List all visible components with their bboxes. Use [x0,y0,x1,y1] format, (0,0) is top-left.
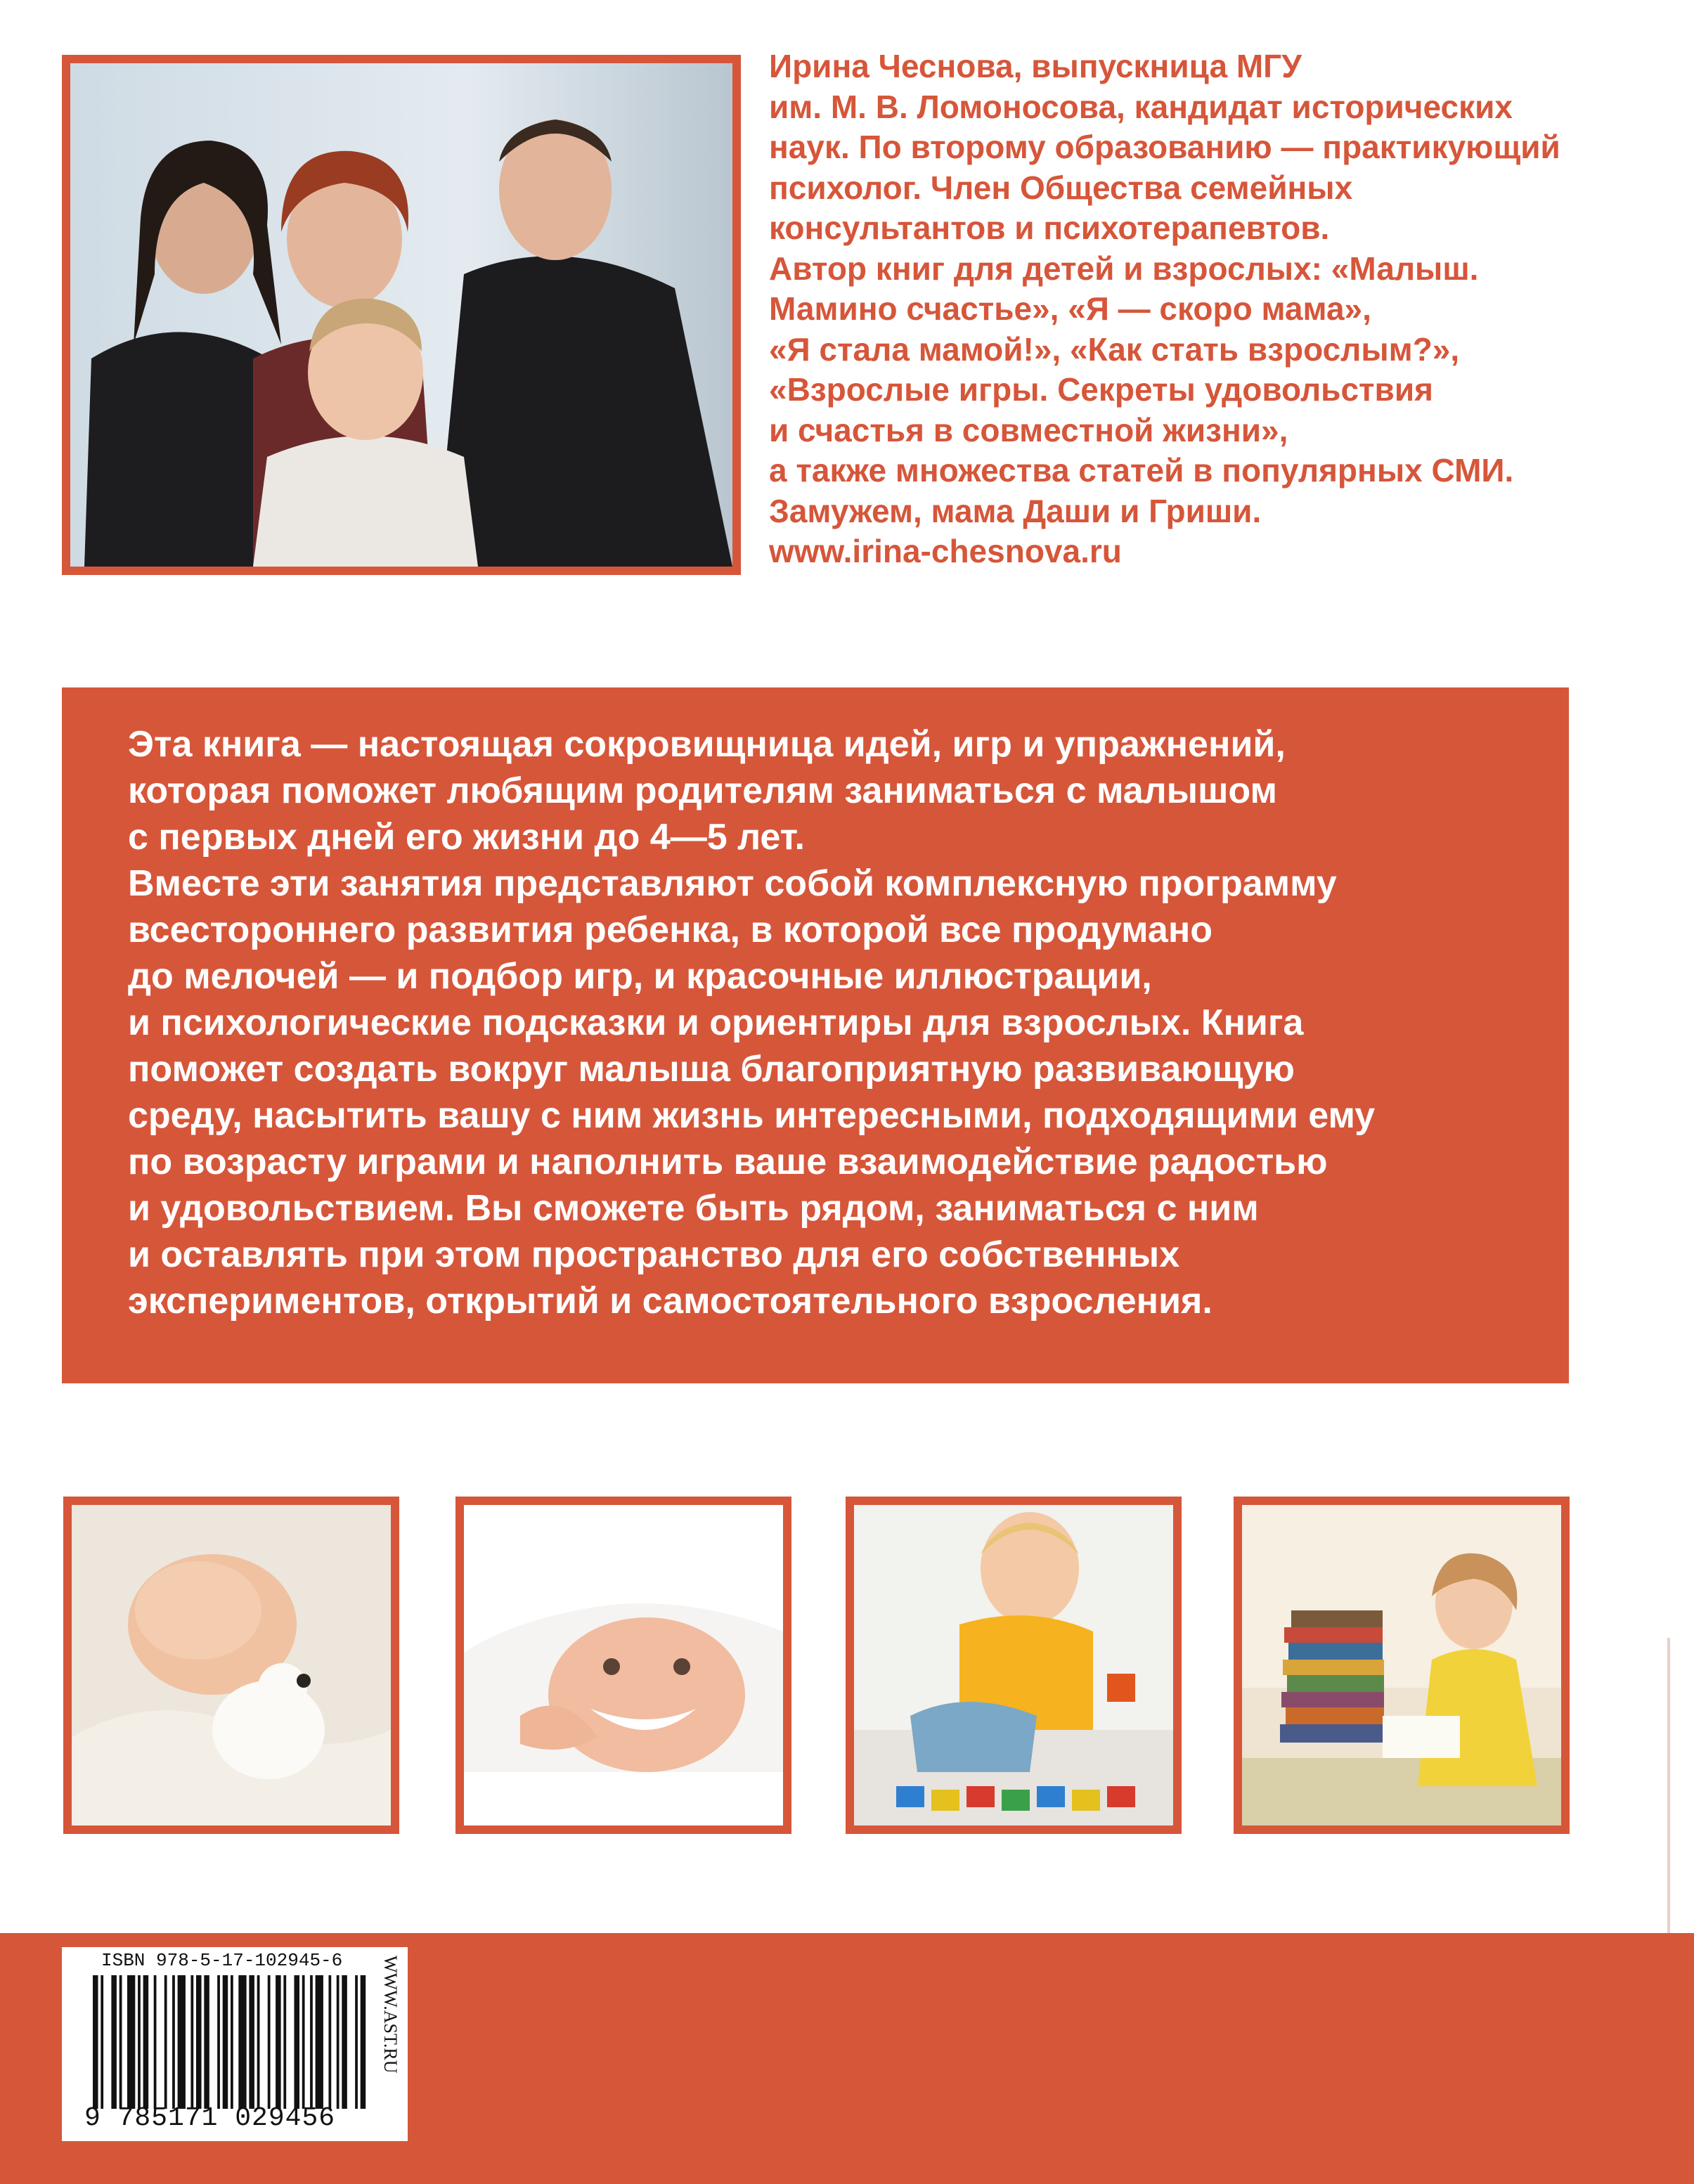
toddler-with-blocks-photo-icon [854,1505,1173,1826]
isbn-barcode [62,1947,408,2141]
girl-reading-books-photo-icon [1242,1505,1561,1826]
thumbnail-child-blanket [455,1497,791,1834]
author-family-photo [62,55,741,575]
thumbnail-girl-reading [1234,1497,1570,1834]
edge-line [1667,1638,1670,1933]
smiling-child-under-blanket-photo-icon [464,1505,783,1826]
barcode-digits: 9 785171 029456 [84,2103,336,2133]
thumbnail-toddler-blocks [846,1497,1182,1834]
family-photo-icon [70,63,732,567]
sleeping-newborn-photo-icon [72,1505,391,1826]
publisher-site: WWW.AST.RU [380,1956,401,2074]
description-text: Эта книга — настоящая сокровищница идей, игр и упражнений, которая поможет любящим родителям заниматься с малышом с первых дней его жизни до 4—5 лет. Вместе эти занятия представляют собой комплексную программу всестороннего развития ребенка, в которой все продумано до мелочей — и подбор игр, и красочные иллюстрации, и психологические подсказки и ориентиры для взрослых. Книга поможет создать вокруг малыша благоприятную развивающую среду, насытить вашу с ним жизнь интересными, подходящими ему по возрасту играми и наполнить ваше взаимодействие радостью и удовольствием. Вы сможете быть рядом, заниматься с ним и оставлять при этом пространство для его собственных экспериментов, открытий и самостоятельного взросления. [128,724,1376,1322]
barcode-icon [93,1975,368,2109]
author-bio: Ирина Чеснова, выпускница МГУ им. М. В. Ломоносова, кандидат исторических наук. По второму образованию — практикующий психолог. Член Общества семейных консультантов и психотерапевтов. Автор книг для детей и взрослых: «Малыш. Мамино счастье», «Я — скоро мама», «Я стала мамой!», «Как стать взрослым?», «Взрослые игры. Секреты удовольствия и счастья в совместной жизни», а также множества статей в популярных СМИ. Замужем, мама Даши и Гриши. www.irina-chesnova.ru [769,48,1560,569]
book-description [62,687,1569,1383]
isbn-text: ISBN 978-5-17-102945-6 [101,1950,343,1971]
thumbnail-newborn [63,1497,399,1834]
